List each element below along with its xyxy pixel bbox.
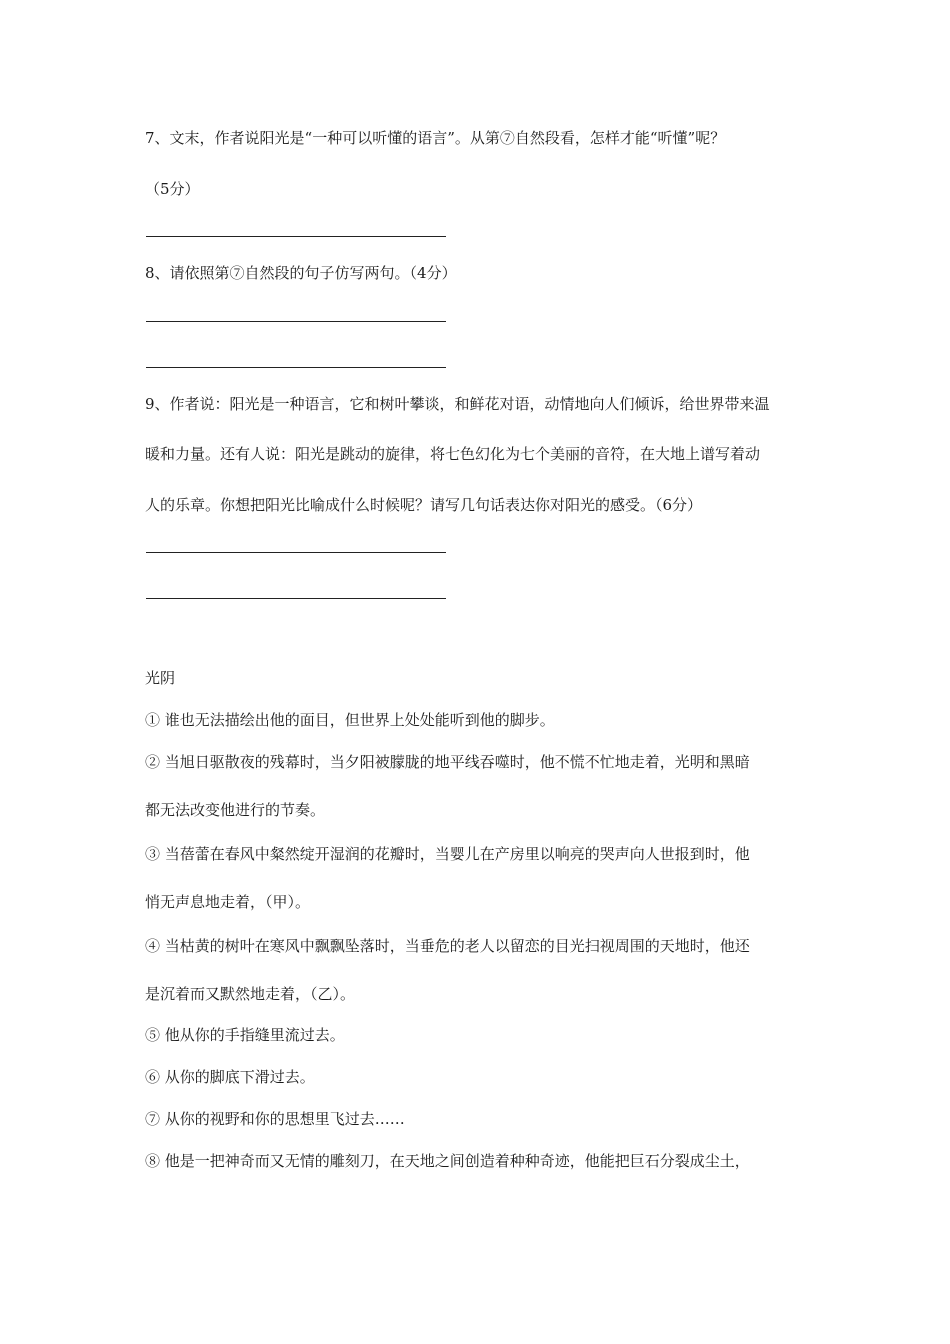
passage-paragraph-4-line-2: 是沉着而又默然地走着，（乙）。: [145, 985, 356, 1003]
q8-text-line-1: 8、请依照第⑦自然段的句子仿写两句。（4分）: [145, 264, 457, 282]
q7-text-line-1: 7、文末，作者说阳光是“一种可以听懂的语言”。从第⑦自然段看，怎样才能“听懂”呢？: [145, 129, 726, 147]
q9-text-line-2: 暖和力量。还有人说：阳光是跳动的旋律，将七色幻化为七个美丽的音符，在大地上谱写着动: [145, 445, 761, 463]
q9-text-line-3: 人的乐章。你想把阳光比喻成什么时候呢？请写几句话表达你对阳光的感受。（6分）: [145, 496, 703, 514]
passage-paragraph-6: ⑥ 从你的脚底下滑过去。: [145, 1068, 315, 1086]
passage-paragraph-1: ① 谁也无法描绘出他的面目，但世界上处处能听到他的脚步。: [145, 711, 555, 729]
q7-answer-line[interactable]: [146, 236, 446, 237]
q8-answer-line-2[interactable]: [146, 367, 446, 368]
passage-paragraph-3-line-2: 悄无声息地走着，（甲）。: [145, 893, 311, 911]
q9-text-line-1: 9、作者说：阳光是一种语言，它和树叶攀谈，和鲜花对语，动情地向人们倾诉，给世界带来温: [145, 395, 770, 413]
passage-paragraph-4-line-1: ④ 当枯黄的树叶在寒风中飘飘坠落时，当垂危的老人以留恋的目光扫视周围的天地时，他还: [145, 937, 750, 955]
q8-answer-line-1[interactable]: [146, 321, 446, 322]
passage-paragraph-2-line-2: 都无法改变他进行的节奏。: [145, 801, 326, 819]
q9-answer-line-2[interactable]: [146, 598, 446, 599]
q9-answer-line-1[interactable]: [146, 552, 446, 553]
passage-title: 光阴: [145, 669, 176, 687]
passage-paragraph-2-line-1: ② 当旭日驱散夜的残幕时，当夕阳被朦胧的地平线吞噬时，他不慌不忙地走着，光明和黑暗: [145, 753, 750, 771]
passage-paragraph-3-line-1: ③ 当蓓蕾在春风中粲然绽开湿润的花瓣时，当婴儿在产房里以响亮的哭声向人世报到时，他: [145, 845, 750, 863]
passage-paragraph-5: ⑤ 他从你的手指缝里流过去。: [145, 1026, 345, 1044]
passage-paragraph-7: ⑦ 从你的视野和你的思想里飞过去……: [145, 1110, 405, 1128]
q7-text-line-2: （5分）: [145, 180, 200, 198]
passage-paragraph-8-line-1: ⑧ 他是一把神奇而又无情的雕刻刀，在天地之间创造着种种奇迹，他能把巨石分裂成尘土，: [145, 1152, 750, 1170]
